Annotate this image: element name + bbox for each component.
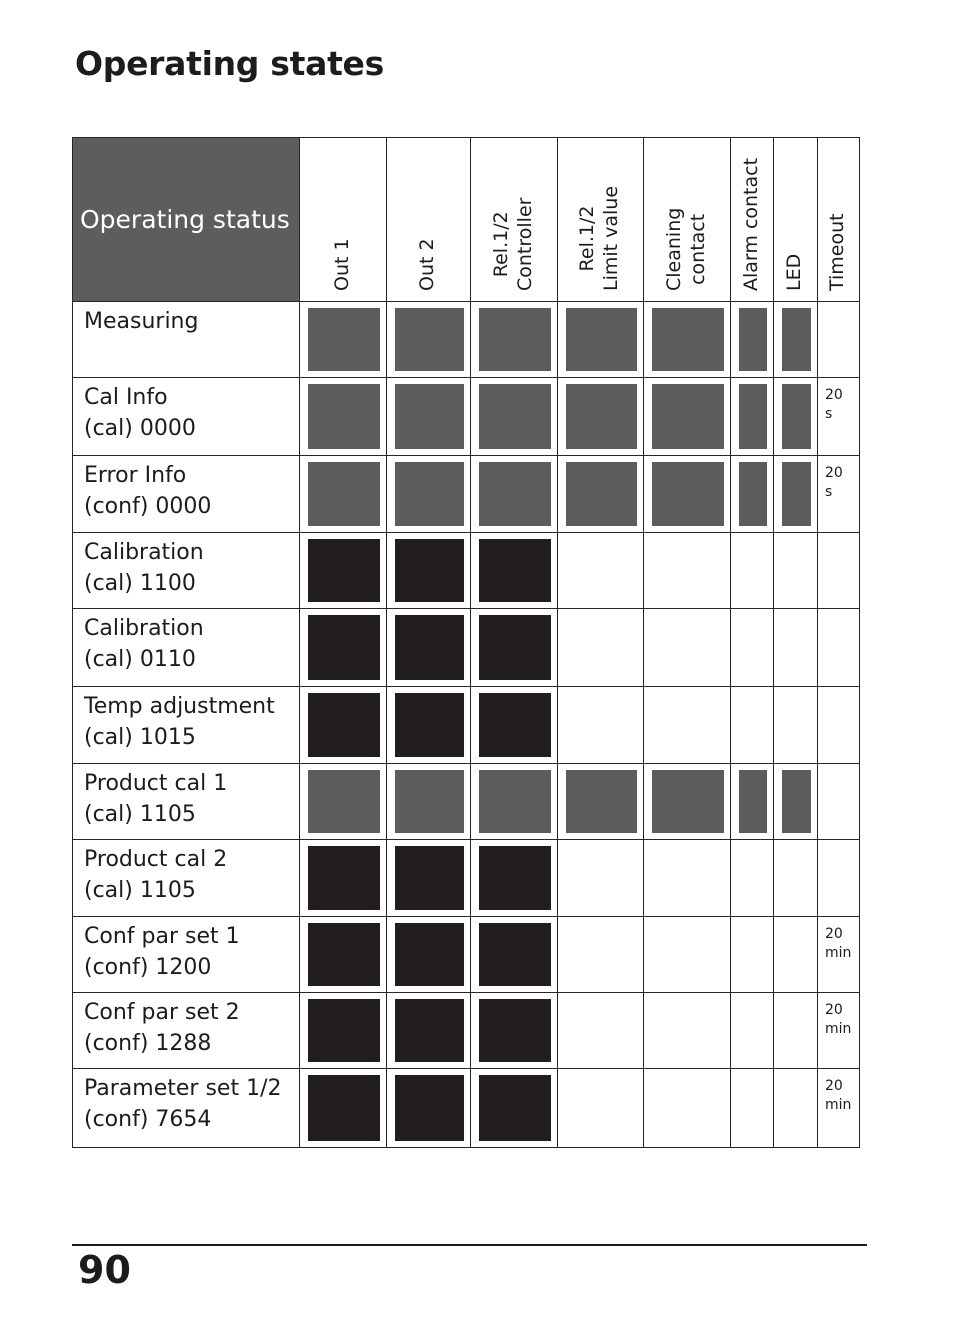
column-header-line: Limit value	[600, 185, 622, 291]
state-cell	[731, 764, 774, 840]
state-cell	[471, 840, 558, 917]
table-row	[73, 456, 860, 533]
state-name: Temp adjustment	[84, 694, 275, 719]
page-number: 90	[78, 1248, 131, 1292]
row-label	[73, 993, 300, 1069]
table-body	[73, 302, 860, 1148]
active-state-block	[308, 384, 380, 449]
active-state-block	[739, 462, 767, 526]
state-code: (conf) 0000	[84, 494, 212, 519]
active-state-block	[739, 308, 767, 371]
state-cell	[774, 687, 818, 764]
state-cell	[644, 993, 731, 1069]
timeout-cell	[818, 456, 860, 533]
state-cell	[731, 993, 774, 1069]
table-header-row	[73, 138, 860, 302]
state-cell	[558, 917, 644, 993]
table-row	[73, 302, 860, 378]
active-state-block	[652, 770, 724, 833]
state-cell	[644, 917, 731, 993]
state-cell	[558, 840, 644, 917]
state-cell	[731, 609, 774, 687]
row-label	[73, 764, 300, 840]
state-cell	[471, 917, 558, 993]
state-cell	[644, 378, 731, 456]
state-cell	[387, 993, 471, 1069]
row-label	[73, 533, 300, 609]
active-state-block	[652, 462, 724, 526]
state-cell	[644, 533, 731, 609]
state-cell	[774, 456, 818, 533]
active-state-block	[566, 462, 637, 526]
timeout-cell	[818, 764, 860, 840]
state-cell	[471, 1069, 558, 1148]
active-state-block	[395, 462, 464, 526]
operating-states-table	[72, 137, 860, 1148]
active-state-block	[782, 384, 811, 449]
table-row	[73, 764, 860, 840]
timeout-cell	[818, 917, 860, 993]
held-state-block	[308, 923, 380, 986]
held-state-block	[395, 923, 464, 986]
state-cell	[774, 609, 818, 687]
state-name: Conf par set 1	[84, 924, 240, 949]
timeout-value: 20	[825, 1002, 843, 1018]
active-state-block	[479, 384, 551, 449]
state-cell	[300, 687, 387, 764]
state-name: Conf par set 2	[84, 1000, 240, 1025]
state-cell	[558, 456, 644, 533]
page-title: Operating states	[75, 44, 384, 83]
held-state-block	[308, 999, 380, 1062]
timeout-cell	[818, 378, 860, 456]
held-state-block	[308, 1075, 380, 1141]
state-cell	[731, 533, 774, 609]
column-header-line: Rel.1/2	[576, 205, 598, 272]
state-cell	[774, 378, 818, 456]
state-cell	[731, 917, 774, 993]
state-code: (conf) 1288	[84, 1031, 212, 1056]
held-state-block	[395, 615, 464, 680]
active-state-block	[308, 462, 380, 526]
state-cell	[300, 533, 387, 609]
column-header-rel-1-2-controller	[471, 138, 558, 302]
active-state-block	[652, 308, 724, 371]
timeout-cell	[818, 840, 860, 917]
held-state-block	[395, 999, 464, 1062]
state-cell	[774, 1069, 818, 1148]
state-cell	[644, 687, 731, 764]
active-state-block	[479, 770, 551, 833]
held-state-block	[479, 999, 551, 1062]
state-cell	[471, 764, 558, 840]
state-cell	[387, 533, 471, 609]
column-header-line: Controller	[513, 197, 536, 291]
timeout-cell	[818, 1069, 860, 1148]
state-cell	[558, 1069, 644, 1148]
timeout-value: 20	[825, 1078, 843, 1094]
timeout-value: 20	[825, 465, 843, 481]
timeout-cell	[818, 533, 860, 609]
timeout-value: 20	[825, 387, 843, 403]
state-cell	[731, 302, 774, 378]
column-header-line: Out 1	[330, 238, 353, 291]
state-name: Calibration	[84, 540, 204, 565]
active-state-block	[782, 770, 811, 833]
active-state-block	[479, 308, 551, 371]
column-header-line: Cleaning	[662, 207, 685, 291]
row-label	[73, 302, 300, 378]
active-state-block	[395, 770, 464, 833]
state-cell	[731, 1069, 774, 1148]
active-state-block	[566, 384, 637, 449]
table-row	[73, 609, 860, 687]
state-cell	[558, 609, 644, 687]
state-cell	[774, 917, 818, 993]
state-cell	[300, 456, 387, 533]
column-header-out-1	[300, 138, 387, 302]
timeout-unit: min	[825, 945, 852, 961]
state-cell	[300, 764, 387, 840]
active-state-block	[566, 308, 637, 371]
column-header-line: contact	[686, 213, 709, 285]
state-cell	[558, 993, 644, 1069]
table-row	[73, 1069, 860, 1148]
row-label	[73, 456, 300, 533]
state-cell	[774, 840, 818, 917]
column-header-rel-1-2-limit-value	[558, 138, 644, 302]
state-cell	[300, 1069, 387, 1148]
table-row	[73, 533, 860, 609]
column-header-line: LED	[783, 253, 805, 291]
timeout-value: 20	[825, 926, 843, 942]
state-cell	[300, 917, 387, 993]
state-cell	[558, 378, 644, 456]
footer-rule	[72, 1244, 867, 1246]
state-cell	[471, 687, 558, 764]
state-code: (conf) 7654	[84, 1107, 212, 1132]
column-header-led	[774, 138, 818, 302]
table-row	[73, 917, 860, 993]
held-state-block	[395, 846, 464, 910]
state-cell	[387, 687, 471, 764]
state-cell	[387, 456, 471, 533]
held-state-block	[479, 539, 551, 602]
held-state-block	[308, 615, 380, 680]
active-state-block	[395, 384, 464, 449]
state-cell	[558, 302, 644, 378]
column-header-timeout	[818, 138, 860, 302]
state-name: Error Info	[84, 463, 187, 488]
held-state-block	[479, 615, 551, 680]
state-code: (cal) 0000	[84, 416, 196, 441]
timeout-cell	[818, 302, 860, 378]
state-cell	[774, 764, 818, 840]
held-state-block	[308, 693, 380, 757]
state-cell	[300, 378, 387, 456]
state-cell	[387, 302, 471, 378]
state-cell	[387, 917, 471, 993]
active-state-block	[308, 308, 380, 371]
state-cell	[558, 533, 644, 609]
active-state-block	[782, 462, 811, 526]
row-label	[73, 687, 300, 764]
active-state-block	[652, 384, 724, 449]
timeout-cell	[818, 687, 860, 764]
state-cell	[558, 687, 644, 764]
state-cell	[471, 993, 558, 1069]
state-cell	[471, 378, 558, 456]
state-cell	[300, 840, 387, 917]
state-cell	[471, 609, 558, 687]
state-cell	[471, 302, 558, 378]
active-state-block	[479, 462, 551, 526]
state-cell	[471, 456, 558, 533]
row-label	[73, 1069, 300, 1148]
state-code: (conf) 1200	[84, 955, 212, 980]
state-cell	[731, 378, 774, 456]
row-label	[73, 840, 300, 917]
state-cell	[471, 533, 558, 609]
table-row	[73, 378, 860, 456]
table-row	[73, 840, 860, 917]
column-header-line: Out 2	[416, 238, 438, 291]
active-state-block	[739, 384, 767, 449]
column-header-line: Rel.1/2	[489, 211, 512, 278]
state-name: Measuring	[84, 309, 199, 334]
state-name: Calibration	[84, 616, 204, 641]
state-cell	[731, 456, 774, 533]
held-state-block	[308, 846, 380, 910]
timeout-unit: s	[825, 484, 833, 500]
state-cell	[774, 302, 818, 378]
held-state-block	[479, 846, 551, 910]
state-name: Product cal 2	[84, 847, 228, 872]
state-cell	[387, 609, 471, 687]
state-cell	[387, 1069, 471, 1148]
active-state-block	[395, 308, 464, 371]
column-header-line: Alarm contact	[739, 157, 762, 291]
state-cell	[731, 840, 774, 917]
state-cell	[300, 302, 387, 378]
state-cell	[644, 1069, 731, 1148]
state-code: (cal) 1015	[84, 725, 196, 750]
timeout-cell	[818, 609, 860, 687]
state-cell	[731, 687, 774, 764]
state-cell	[558, 764, 644, 840]
timeout-unit: min	[825, 1097, 852, 1113]
active-state-block	[566, 770, 637, 833]
operating-status-header: Operating status	[73, 138, 300, 302]
held-state-block	[395, 539, 464, 602]
state-cell	[774, 993, 818, 1069]
active-state-block	[308, 770, 380, 833]
active-state-block	[739, 770, 767, 833]
state-cell	[644, 609, 731, 687]
state-cell	[300, 993, 387, 1069]
timeout-unit: min	[825, 1021, 852, 1037]
state-cell	[644, 456, 731, 533]
row-label	[73, 917, 300, 993]
column-header-out-2	[387, 138, 471, 302]
table-row	[73, 687, 860, 764]
state-code: (cal) 1105	[84, 802, 196, 827]
state-cell	[387, 840, 471, 917]
held-state-block	[395, 693, 464, 757]
row-label	[73, 609, 300, 687]
state-cell	[644, 302, 731, 378]
held-state-block	[479, 693, 551, 757]
state-cell	[644, 764, 731, 840]
column-header-cleaning-contact	[644, 138, 731, 302]
state-name: Parameter set 1/2	[84, 1076, 282, 1101]
timeout-cell	[818, 993, 860, 1069]
state-code: (cal) 1105	[84, 878, 196, 903]
active-state-block	[782, 308, 811, 371]
held-state-block	[479, 923, 551, 986]
column-header-line: Timeout	[826, 213, 848, 291]
state-cell	[387, 378, 471, 456]
held-state-block	[395, 1075, 464, 1141]
state-name: Product cal 1	[84, 771, 228, 796]
table-row	[73, 993, 860, 1069]
held-state-block	[479, 1075, 551, 1141]
state-name: Cal Info	[84, 385, 168, 410]
state-cell	[387, 764, 471, 840]
row-label	[73, 378, 300, 456]
state-cell	[300, 609, 387, 687]
state-code: (cal) 0110	[84, 647, 196, 672]
timeout-unit: s	[825, 406, 833, 422]
state-cell	[774, 533, 818, 609]
state-cell	[644, 840, 731, 917]
column-header-alarm-contact	[731, 138, 774, 302]
held-state-block	[308, 539, 380, 602]
state-code: (cal) 1100	[84, 571, 196, 596]
